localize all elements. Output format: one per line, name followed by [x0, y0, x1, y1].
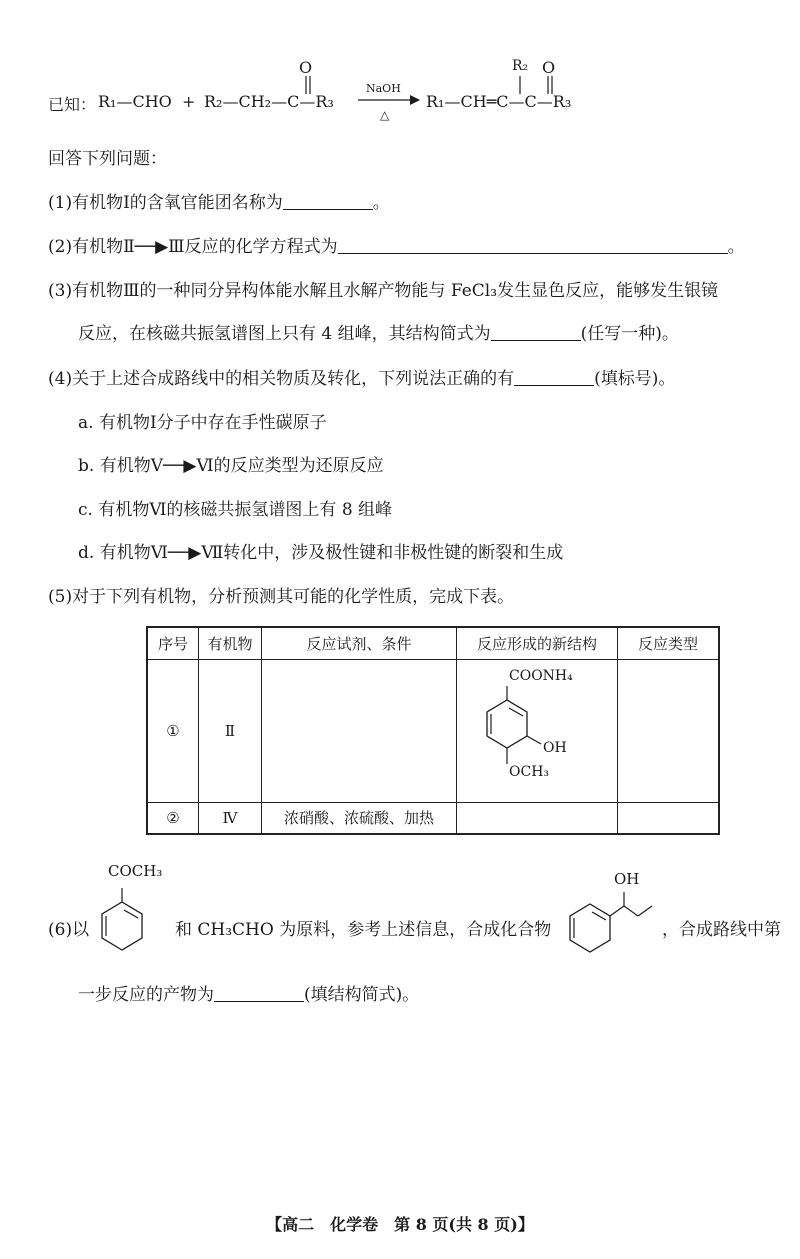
header-compound: 有机物 [199, 627, 262, 659]
question-3-line-2 [78, 322, 679, 346]
reactant-label-coch3: COCH₃ [108, 862, 163, 880]
condition-naoh: NaOH [366, 82, 401, 95]
header-reagent: 反应试剂、条件 [262, 627, 457, 659]
answer-blank-4[interactable] [514, 367, 594, 386]
question-6-line-2 [78, 983, 419, 1007]
question-3-end: (任写一种)。 [580, 324, 679, 344]
question-4 [48, 367, 675, 391]
row-2-compound: Ⅳ [199, 802, 262, 834]
prediction-table [146, 626, 720, 835]
carbonyl-double-bond [300, 74, 320, 96]
row-2-type[interactable] [618, 802, 720, 834]
page-footer: 【高二 化学卷 第 8 页(共 8 页)】 [266, 1215, 534, 1234]
structure-label-oh: OH [543, 739, 567, 756]
question-1-text: (1)有机物Ⅰ的含氧官能团名称为 [48, 193, 283, 213]
row-2-no: ② [147, 802, 199, 834]
option-c: c. 有机物Ⅵ的核磁共振氢谱图上有 8 组峰 [78, 500, 393, 520]
question-4-end: (填标号)。 [594, 369, 676, 389]
row-2-reagent: 浓硝酸、浓硫酸、加热 [262, 802, 457, 834]
product: R₁—CH═C—C—R₃ [426, 92, 572, 111]
table-row [147, 659, 719, 802]
question-6-middle: 和 CH₃CHO 为原料，参考上述信息，合成化合物 [175, 920, 552, 940]
question-2 [48, 235, 745, 259]
question-5-text: (5)对于下列有机物，分析预测其可能的化学性质，完成下表。 [48, 587, 515, 607]
question-6-end: (填结构简式)。 [304, 985, 420, 1005]
plus-sign: + [182, 92, 196, 111]
row-1-reagent[interactable] [262, 659, 457, 802]
product-substituent: R₂ [512, 58, 529, 74]
reactant-2: R₂—CH₂—C—R₃ [204, 92, 334, 111]
table-header-row [147, 627, 719, 659]
target-compound-structure-icon [560, 868, 660, 968]
question-3-text: 反应，在核磁共振氢谱图上只有 4 组峰，其结构简式为 [78, 324, 491, 344]
header-structure: 反应形成的新结构 [457, 627, 618, 659]
substituent-bond [513, 76, 527, 96]
answer-blank-3[interactable] [491, 322, 581, 341]
product-carbonyl-double-bond [542, 74, 562, 96]
structure-label-coonh4: COONH₄ [509, 667, 573, 684]
known-prefix: 已知： [48, 95, 97, 114]
question-6-suffix: ，合成路线中第 [662, 920, 781, 940]
question-2-end: 。 [727, 237, 745, 257]
option-d: d. 有机物Ⅵ──▶Ⅶ转化中，涉及极性键和非极性键的断裂和生成 [78, 543, 564, 563]
reactant-1: R₁—CHO [98, 92, 172, 111]
question-6-prefix: (6)以 [48, 920, 90, 940]
answer-blank-6[interactable] [214, 983, 304, 1002]
structure-label-och3: OCH₃ [509, 763, 550, 780]
target-label-oh: OH [614, 870, 640, 888]
answer-blank-1[interactable] [283, 191, 373, 210]
known-reaction [48, 56, 608, 126]
product-carbonyl-oxygen: O [542, 58, 556, 77]
carbonyl-oxygen: O [299, 58, 313, 77]
header-type: 反应类型 [618, 627, 720, 659]
question-3-line-1: (3)有机物Ⅲ的一种同分异构体能水解且水解产物能与 FeCl₃发生显色反应，能够发生银镜 [48, 281, 719, 301]
acetophenone-structure-icon [92, 880, 162, 970]
option-b: b. 有机物Ⅴ──▶Ⅵ的反应类型为还原反应 [78, 456, 384, 476]
header-no: 序号 [147, 627, 199, 659]
row-2-structure[interactable] [457, 802, 618, 834]
condition-heat: △ [380, 108, 390, 122]
row-1-compound: Ⅱ [199, 659, 262, 802]
row-1-no: ① [147, 659, 199, 802]
answer-blank-2[interactable] [338, 235, 728, 254]
reaction-arrow-icon [358, 94, 420, 106]
question-6-text: 一步反应的产物为 [78, 985, 214, 1005]
question-1-end: 。 [372, 193, 390, 213]
question-2-text: (2)有机物Ⅱ──▶Ⅲ反应的化学方程式为 [48, 237, 338, 257]
option-a: a. 有机物Ⅰ分子中存在手性碳原子 [78, 413, 327, 433]
row-1-structure [457, 659, 618, 802]
row-1-type[interactable] [618, 659, 720, 802]
intro-text: 回答下列问题： [48, 149, 167, 169]
question-4-text: (4)关于上述合成路线中的相关物质及转化，下列说法正确的有 [48, 369, 515, 389]
question-1 [48, 191, 390, 215]
table-row [147, 802, 719, 834]
